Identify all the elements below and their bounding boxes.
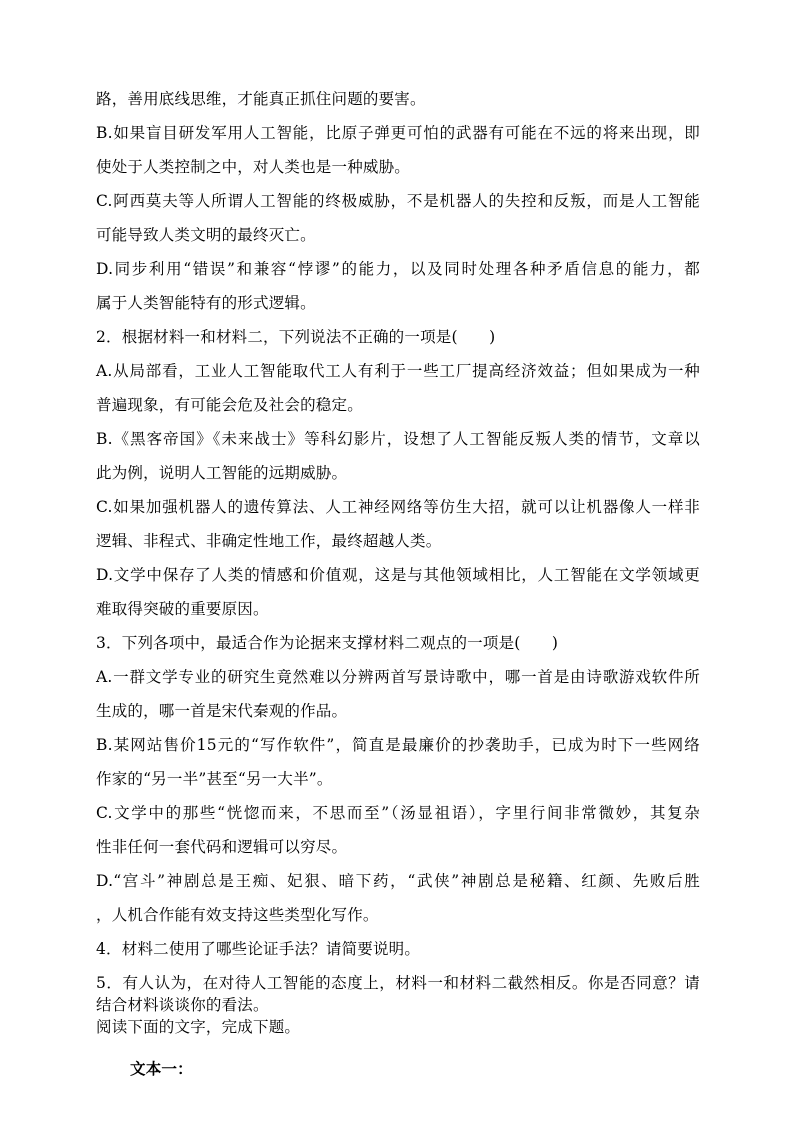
option-b-line: B.《黑客帝国》《未来战士》等科幻影片，设想了人工智能反叛人类的情节，文章以	[96, 430, 700, 448]
option-d-line: D.“宫斗”神剧总是王痴、妃狠、暗下药，“武侠”神剧总是秘籍、红颜、先败后胜	[96, 872, 700, 890]
option-c-line: C.阿西莫夫等人所谓人工智能的终极威胁，不是机器人的失控和反叛，而是人工智能	[96, 192, 700, 210]
reading-instruction: 阅读下面的文字，完成下题。	[96, 1018, 301, 1036]
option-d-line: D.同步利用“错误”和兼容“悖谬”的能力，以及同时处理各种矛盾信息的能力，都	[96, 260, 700, 278]
option-a-line: A.一群文学专业的研究生竟然难以分辨两首写景诗歌中，哪一首是由诗歌游戏软件所	[96, 668, 700, 686]
option-b-line: B.某网站售价15元的“写作软件”，简直是最廉价的抄袭助手，已成为时下一些网络	[96, 736, 700, 754]
question-3: 3．下列各项中，最适合作为论据来支撑材料二观点的一项是( )	[96, 634, 559, 652]
text-line: 普遍现象，有可能会危及社会的稳定。	[96, 396, 363, 414]
text-line: 难取得突破的重要原因。	[96, 600, 269, 618]
option-c-line: C.文学中的那些“恍惚而来，不思而至”（汤显祖语），字里行间非常微妙，其复杂	[96, 804, 700, 822]
text-line: 属于人类智能特有的形式逻辑。	[96, 294, 316, 312]
text-line: 路，善用底线思维，才能真正抓住问题的要害。	[96, 90, 426, 108]
option-a-line: A.从局部看，工业人工智能取代工人有利于一些工厂提高经济效益；但如果成为一种	[96, 362, 700, 380]
question-5: 5．有人认为，在对待人工智能的态度上，材料一和材料二截然相反。你是否同意？请	[96, 974, 700, 992]
question-2: 2．根据材料一和材料二，下列说法不正确的一项是( )	[96, 328, 496, 346]
option-c-line: C.如果加强机器人的遗传算法、人工神经网络等仿生大招，就可以让机器像人一样非	[96, 498, 700, 516]
text-line: 逻辑、非程式、非确定性地工作，最终超越人类。	[96, 532, 442, 550]
text-line: 性非任何一套代码和逻辑可以穷尽。	[96, 838, 348, 856]
text-line: 结合材料谈谈你的看法。	[96, 996, 269, 1014]
text-line: ，人机合作能有效支持这些类型化写作。	[96, 906, 379, 924]
option-d-line: D.文学中保存了人类的情感和价值观，这是与其他领域相比，人工智能在文学领域更	[96, 566, 700, 584]
option-b-line: B.如果盲目研发军用人工智能，比原子弹更可怕的武器有可能在不远的将来出现，即	[96, 124, 700, 142]
document-body	[96, 88, 700, 1080]
text-line: 此为例，说明人工智能的远期威胁。	[96, 464, 348, 482]
section-heading: 文本一：	[130, 1059, 193, 1078]
text-line: 使处于人类控制之中，对人类也是一种威胁。	[96, 158, 411, 176]
text-line: 作家的“另一半”甚至“另一大半”。	[96, 770, 333, 788]
question-4: 4．材料二使用了哪些论证手法？请简要说明。	[96, 940, 421, 958]
text-line: 生成的，哪一首是宋代秦观的作品。	[96, 702, 348, 720]
text-line: 可能导致人类文明的最终灭亡。	[96, 226, 316, 244]
